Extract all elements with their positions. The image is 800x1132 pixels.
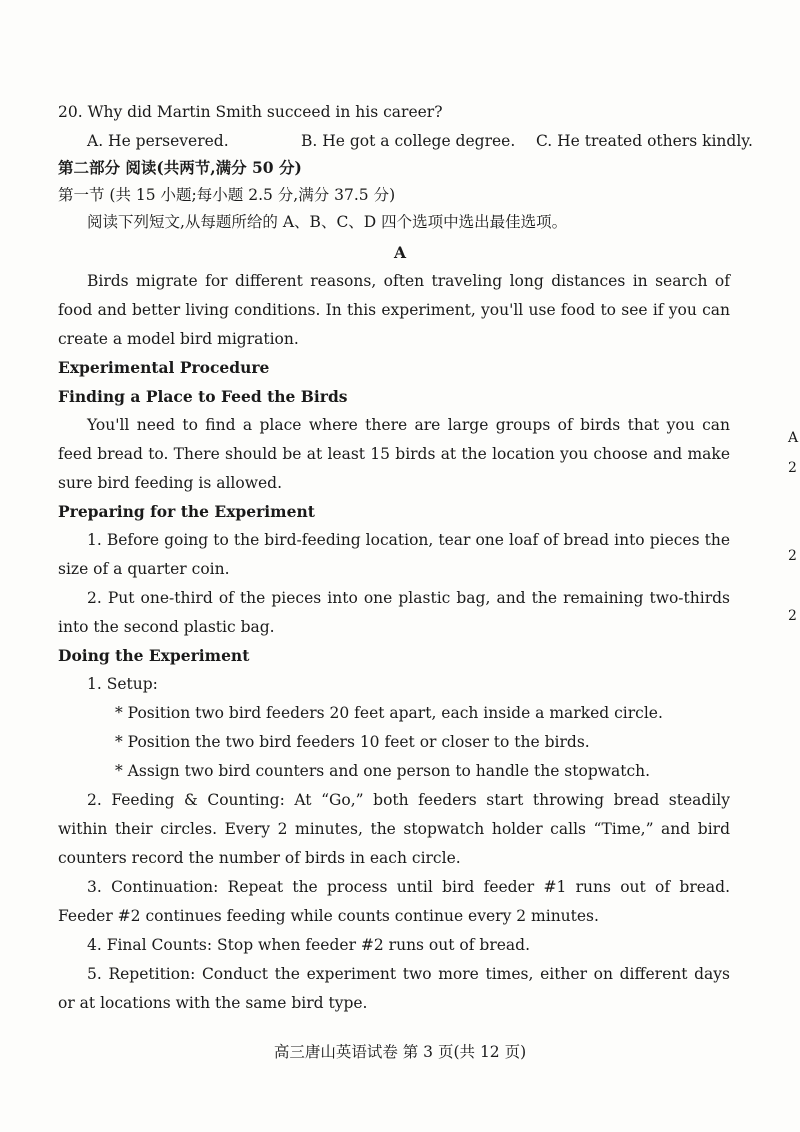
step-5-repetition: 5. Repetition: Conduct the experiment two more times, either on different days or at locations with the same bird type. <box>58 965 730 1012</box>
place-paragraph: You'll need to find a place where there are large groups of birds that you can feed bread to. There should be at least 15 birds at the location you choose and make sure bird feeding is allowed. <box>58 416 730 492</box>
reading-instruction: 阅读下列短文,从每题所给的 A、B、C、D 四个选项中选出最佳选项。 <box>87 213 568 231</box>
setup-bullet: * Position two bird feeders 20 feet apart, each inside a marked circle. <box>115 704 663 722</box>
part2-heading: 第二部分 阅读(共两节,满分 50 分) <box>58 158 302 177</box>
option-c: C. He treated others kindly. <box>536 132 753 150</box>
heading-finding-place: Finding a Place to Feed the Birds <box>58 387 348 406</box>
intro-paragraph: Birds migrate for different reasons, often traveling long distances in search of food and better living conditions. In this experiment, you'll use food to see if you can create a model bird migration. <box>58 272 730 348</box>
option-a: A. He persevered. <box>87 132 229 150</box>
passage-label: A <box>393 243 407 262</box>
setup-bullet: * Assign two bird counters and one person to handle the stopwatch. <box>115 762 651 780</box>
prep-step-2: 2. Put one-third of the pieces into one plastic bag, and the remaining two-thirds into the second plastic bag. <box>58 589 730 636</box>
step-4-final-counts: 4. Final Counts: Stop when feeder #2 runs out of bread. <box>87 936 530 954</box>
side-mark: 2 <box>788 608 797 624</box>
heading-experimental-procedure: Experimental Procedure <box>58 358 270 377</box>
heading-doing: Doing the Experiment <box>58 646 250 665</box>
side-mark: 2 <box>788 548 797 564</box>
prep-step-1: 1. Before going to the bird-feeding location, tear one loaf of bread into pieces the size of a quarter coin. <box>58 531 730 578</box>
section1-heading: 第一节 (共 15 小题;每小题 2.5 分,满分 37.5 分) <box>58 186 396 204</box>
setup-bullet: * Position the two bird feeders 10 feet or closer to the birds. <box>115 733 590 751</box>
setup-label: 1. Setup: <box>87 675 158 693</box>
page-footer: 高三唐山英语试卷 第 3 页(共 12 页) <box>273 1043 527 1061</box>
side-mark: A <box>788 430 799 446</box>
heading-preparing: Preparing for the Experiment <box>58 502 315 521</box>
side-mark: 2 <box>788 460 797 476</box>
question-20-stem: 20. Why did Martin Smith succeed in his career? <box>58 103 443 121</box>
step-2-feeding-counting: 2. Feeding & Counting: At “Go,” both feeders start throwing bread steadily within their circles. Every 2 minutes, the stopwatch holder calls “Time,” and bird counters record the number of birds in each circle. <box>58 791 730 867</box>
option-b: B. He got a college degree. <box>301 132 516 150</box>
step-3-continuation: 3. Continuation: Repeat the process until bird feeder #1 runs out of bread. Feeder #2 continues feeding while counts continue every 2 minutes. <box>58 878 730 925</box>
